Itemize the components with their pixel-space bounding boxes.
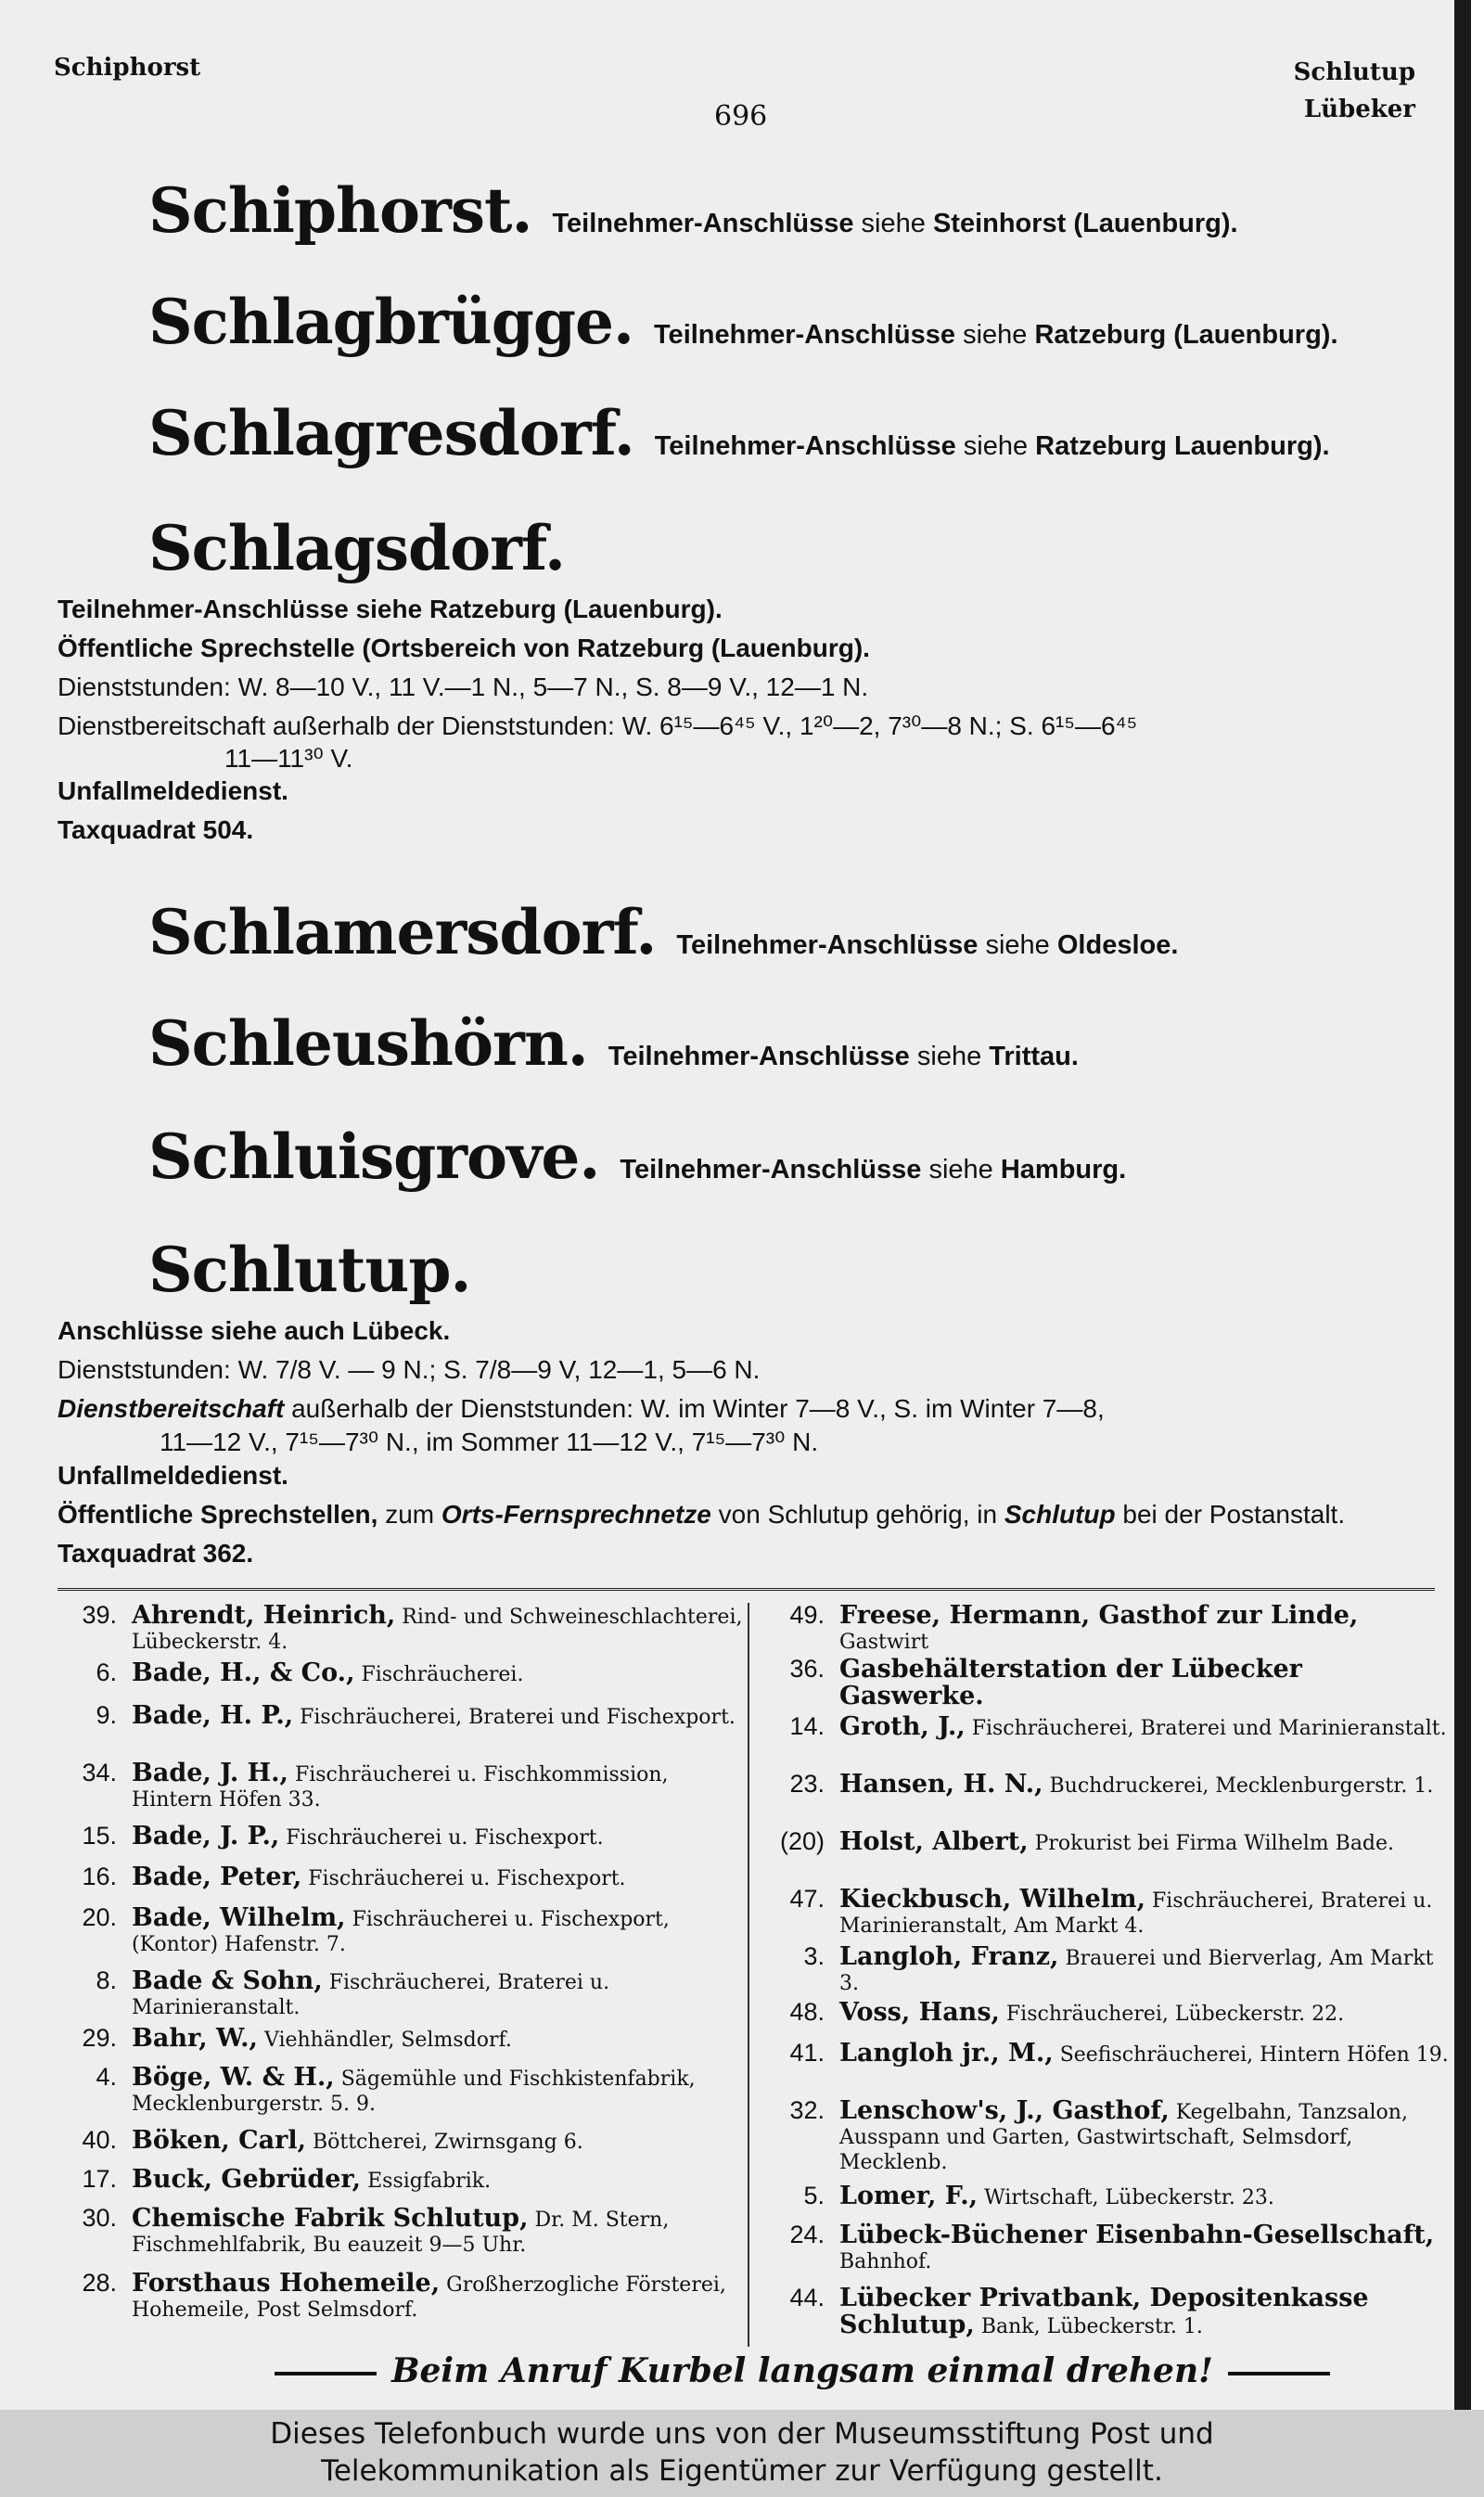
list-item: 8. Bade & Sohn, Fischräucherei, Braterei u. Marinieranstalt. bbox=[96, 1966, 610, 2019]
place-reference: Teilnehmer-Anschlüsse siehe Oldesloe. bbox=[676, 930, 1179, 960]
detail-line: Öffentliche Sprechstelle (Ortsbereich von Ratzeburg (Lauenburg). bbox=[58, 634, 870, 662]
place-heading bbox=[148, 896, 1178, 968]
copyright-bar bbox=[0, 2410, 1484, 2497]
place-heading bbox=[148, 286, 1338, 358]
place-name: Schlamersdorf. bbox=[148, 896, 657, 968]
rule-left bbox=[275, 2372, 377, 2375]
place-name: Schleushörn. bbox=[148, 1007, 588, 1080]
detail-line: Taxquadrat 504. bbox=[58, 815, 254, 844]
detail-line: Unfallmeldedienst. bbox=[58, 776, 288, 805]
list-item: 44. Lübecker Privatbank, Depositenkasse Schlutup, Bank, Lübeckerstr. 1. bbox=[789, 2284, 1369, 2339]
list-item: 23. Hansen, H. N., Buchdruckerei, Mecklenburgerstr. 1. bbox=[789, 1770, 1434, 1799]
subscriber-list-left bbox=[58, 1603, 744, 2326]
place-heading bbox=[148, 397, 1330, 469]
list-item: 41. Langloh jr., M., Seefischräucherei, Hintern Höfen 19. bbox=[789, 2039, 1449, 2068]
list-item: 49. Freese, Hermann, Gasthof zur Linde, Gastwirt bbox=[789, 1601, 1359, 1654]
list-item: 30. Chemische Fabrik Schlutup, Dr. M. Stern, Fischmehlfabrik, Bu eauzeit 9—5 Uhr. bbox=[82, 2204, 670, 2257]
place-heading bbox=[148, 512, 565, 584]
list-item: 28. Forsthaus Hohemeile, Großherzogliche Försterei, Hohemeile, Post Selmsdorf. bbox=[82, 2269, 726, 2322]
running-head-right bbox=[1294, 54, 1415, 128]
list-item: 3. Langloh, Franz, Brauerei und Bierverlag, Am Markt 3. bbox=[803, 1942, 1434, 1995]
crank-instruction: Beim Anruf Kurbel langsam einmal drehen! bbox=[158, 2351, 1447, 2390]
subscriber-list-right bbox=[765, 1603, 1452, 2341]
detail-line: Dienstbereitschaft außerhalb der Dienststunden: W. im Winter 7—8 V., S. im Winter 7—8, bbox=[58, 1394, 1105, 1423]
place-name: Schlagsdorf. bbox=[148, 512, 565, 584]
place-heading bbox=[148, 1234, 471, 1306]
running-head-right-top: Schlutup bbox=[1293, 58, 1415, 86]
list-item: 32. Lenschow's, J., Gasthof, Kegelbahn, Tanzsalon, Ausspann und Garten, Gastwirtschaft, Selmsdorf, Mecklenb. bbox=[789, 2096, 1408, 2174]
list-item: 48. Voss, Hans, Fischräucherei, Lübeckerstr. 22. bbox=[789, 1998, 1345, 2027]
list-item: 36. Gasbehälterstation der Lübecker Gaswerke. bbox=[789, 1655, 1302, 1710]
detail-line: Dienststunden: W. 7/8 V. — 9 N.; S. 7/8—9 V, 12—1, 5—6 N. bbox=[58, 1355, 761, 1384]
list-item: 4. Böge, W. & H., Sägemühle und Fischkistenfabrik, Mecklenburgerstr. 5. 9. bbox=[96, 2063, 696, 2116]
detail-line: Öffentliche Sprechstellen, zum Orts-Fernsprechnetze von Schlutup gehörig, in Schlutup bei der Postanstalt. bbox=[58, 1500, 1346, 1529]
rule-right bbox=[1228, 2372, 1330, 2375]
list-item: 39. Ahrendt, Heinrich, Rind- und Schweineschlachterei, Lübeckerstr. 4. bbox=[82, 1601, 743, 1654]
copyright-line: Telekommunikation als Eigentümer zur Verfügung gestellt. bbox=[321, 2454, 1163, 2488]
place-reference: Teilnehmer-Anschlüsse siehe Steinhorst (Lauenburg). bbox=[552, 209, 1238, 238]
list-item: 6. Bade, H., & Co., Fischräucherei. bbox=[96, 1658, 524, 1687]
place-name: Schluisgrove. bbox=[148, 1120, 600, 1193]
list-item: 9. Bade, H. P., Fischräucherei, Braterei und Fischexport. bbox=[96, 1701, 736, 1730]
place-reference: Teilnehmer-Anschlüsse siehe Ratzeburg Lauenburg). bbox=[654, 431, 1330, 461]
place-name: Schlutup. bbox=[148, 1234, 471, 1306]
copyright-line: Dieses Telefonbuch wurde uns von der Museumsstiftung Post und bbox=[270, 2417, 1214, 2451]
place-reference: Teilnehmer-Anschlüsse siehe Hamburg. bbox=[620, 1155, 1127, 1184]
detail-line: Taxquadrat 362. bbox=[58, 1539, 254, 1568]
schlutup-details bbox=[58, 1312, 1426, 1573]
list-item: 5. Lomer, F., Wirtschaft, Lübeckerstr. 23. bbox=[803, 2182, 1274, 2210]
place-reference: Teilnehmer-Anschlüsse siehe Trittau. bbox=[608, 1042, 1079, 1071]
place-heading bbox=[148, 174, 1238, 247]
detail-line: Unfallmeldedienst. bbox=[58, 1461, 288, 1490]
list-item: 47. Kieckbusch, Wilhelm, Fischräucherei, Braterei u. Marinieranstalt, Am Markt 4. bbox=[789, 1885, 1433, 1938]
running-head-left: Schiphorst bbox=[54, 54, 201, 82]
section-divider bbox=[58, 1588, 1435, 1591]
list-item: 15. Bade, J. P., Fischräucherei u. Fischexport. bbox=[82, 1822, 604, 1850]
detail-line: Dienstbereitschaft außerhalb der Dienststunden: W. 6¹⁵—6⁴⁵ V., 1²⁰—2, 7³⁰—8 N.; S. 6¹⁵—6⁴⁵ bbox=[58, 711, 1138, 740]
place-heading bbox=[148, 1120, 1126, 1193]
place-heading bbox=[148, 1007, 1079, 1080]
place-name: Schlagbrügge. bbox=[148, 286, 633, 358]
list-item: 29. Bahr, W., Viehhändler, Selmsdorf. bbox=[82, 2024, 512, 2053]
list-item: 20. Bade, Wilhelm, Fischräucherei u. Fischexport, (Kontor) Hafenstr. 7. bbox=[82, 1903, 670, 1956]
place-reference: Teilnehmer-Anschlüsse siehe Ratzeburg (Lauenburg). bbox=[654, 320, 1338, 350]
detail-line: Teilnehmer-Anschlüsse siehe Ratzeburg (Lauenburg). bbox=[58, 595, 723, 623]
list-item: 16. Bade, Peter, Fischräucherei u. Fischexport. bbox=[82, 1863, 626, 1891]
page-number: 696 bbox=[714, 100, 768, 133]
list-item: 17. Buck, Gebrüder, Essigfabrik. bbox=[82, 2165, 492, 2194]
detail-line: Anschlüsse siehe auch Lübeck. bbox=[58, 1316, 451, 1345]
place-name: Schiphorst. bbox=[148, 174, 532, 247]
column-divider bbox=[748, 1603, 749, 2347]
list-item: 14. Groth, J., Fischräucherei, Braterei und Marinieranstalt. bbox=[789, 1712, 1447, 1741]
list-item: (20) Holst, Albert, Prokurist bei Firma Wilhelm Bade. bbox=[779, 1827, 1395, 1856]
list-item: 34. Bade, J. H., Fischräucherei u. Fischkommission, Hintern Höfen 33. bbox=[82, 1759, 669, 1812]
detail-line: Dienststunden: W. 8—10 V., 11 V.—1 N., 5—7 N., S. 8—9 V., 12—1 N. bbox=[58, 672, 869, 701]
list-item: 24. Lübeck-Büchener Eisenbahn-Gesellschaft, Bahnhof. bbox=[789, 2221, 1435, 2273]
detail-line: 11—12 V., 7¹⁵—7³⁰ N., im Sommer 11—12 V., 7¹⁵—7³⁰ N. bbox=[160, 1428, 819, 1456]
schlagsdorf-details bbox=[58, 590, 1426, 850]
place-name: Schlagresdorf. bbox=[148, 397, 634, 469]
list-item: 40. Böken, Carl, Böttcherei, Zwirnsgang 6. bbox=[82, 2126, 583, 2155]
detail-line: 11—11³⁰ V. bbox=[224, 744, 353, 773]
running-head-right-bottom: Lübeker bbox=[1303, 96, 1415, 123]
